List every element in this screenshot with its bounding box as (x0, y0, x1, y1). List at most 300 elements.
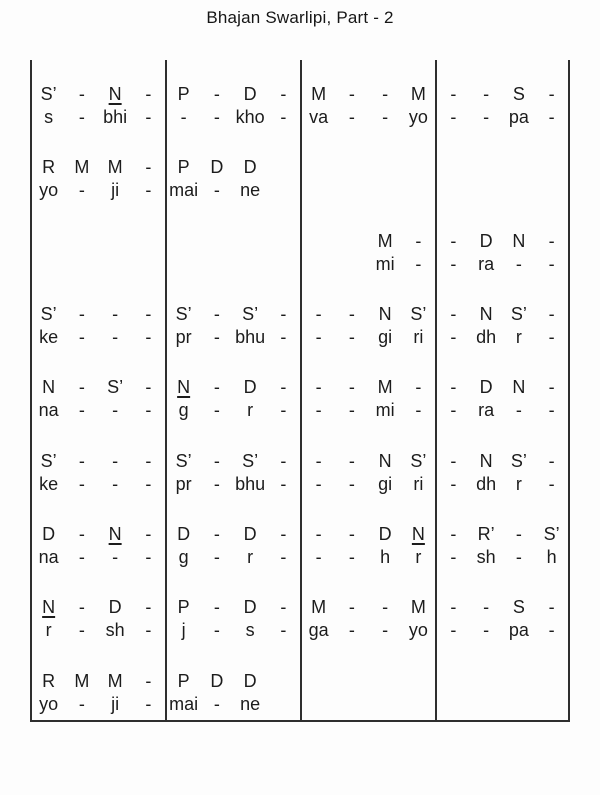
swara: - (280, 303, 287, 324)
lyric: - (515, 253, 522, 274)
lyric: - (78, 473, 85, 494)
swara: - (315, 303, 322, 324)
lyric-line (302, 325, 435, 349)
swara-line (437, 523, 568, 545)
lyric-line (167, 545, 300, 569)
swara-line (437, 303, 568, 325)
notation-row (30, 500, 570, 573)
lyric: - (315, 546, 322, 567)
swara: - (145, 597, 152, 618)
swara: D (210, 670, 224, 691)
swara: N (479, 303, 493, 324)
lyric: - (112, 546, 119, 567)
measure-cell (300, 60, 435, 133)
swara: - (280, 84, 287, 104)
lyric: - (348, 326, 355, 347)
swara: - (78, 377, 85, 398)
lyric: - (315, 400, 322, 421)
swara: - (145, 303, 152, 324)
lyric: - (548, 473, 555, 494)
swara: - (450, 303, 457, 324)
lyric: r (415, 546, 422, 567)
measure-cell (300, 500, 435, 573)
lyric: - (415, 253, 422, 274)
lyric: - (548, 253, 555, 274)
swara-line (32, 376, 165, 398)
swara: - (548, 230, 555, 251)
swara-line (437, 376, 568, 398)
lyric: ke (39, 326, 59, 347)
measure-cell (165, 353, 300, 426)
swara: S’ (543, 523, 560, 544)
measure-cell (165, 573, 300, 646)
swara: - (315, 523, 322, 544)
swara: N (177, 377, 191, 398)
measure-cell (30, 500, 165, 573)
lyric: - (78, 326, 85, 347)
swara: - (315, 377, 322, 398)
swara-line (167, 83, 300, 105)
lyric: r (515, 326, 522, 347)
swara: S’ (410, 450, 427, 471)
measure-cell (435, 133, 570, 206)
lyric-line (302, 398, 435, 422)
lyric-line (32, 692, 165, 716)
swara-line (167, 450, 300, 472)
swara: S’ (40, 450, 57, 471)
measure-cell (30, 280, 165, 353)
swara-line (32, 83, 165, 105)
swara: R’ (477, 523, 495, 544)
swara: - (280, 377, 287, 398)
swara: R (42, 670, 56, 691)
lyric: na (38, 546, 59, 567)
lyric: - (145, 620, 152, 641)
lyric: - (348, 107, 355, 127)
measure-cell (300, 353, 435, 426)
lyric: - (145, 326, 152, 347)
lyric: yo (408, 107, 428, 127)
swara: P (177, 670, 190, 691)
swara: - (280, 450, 287, 471)
swara: M (377, 377, 393, 398)
swara: M (74, 670, 90, 691)
lyric: na (38, 400, 59, 421)
swara: - (348, 303, 355, 324)
lyric: - (348, 400, 355, 421)
swara-line (302, 83, 435, 105)
swara-line (32, 450, 165, 472)
lyric-line (32, 105, 165, 129)
swara: - (450, 84, 457, 104)
swara: - (548, 597, 555, 618)
swara: - (280, 523, 287, 544)
swara: - (145, 157, 152, 178)
swara: D (378, 523, 392, 544)
swara-line (32, 156, 165, 178)
lyric: - (315, 326, 322, 347)
lyric: - (348, 473, 355, 494)
swara: S’ (175, 450, 192, 471)
swara: N (512, 230, 526, 251)
lyric: dh (476, 326, 497, 347)
swara: N (378, 303, 392, 324)
measure-cell (435, 353, 570, 426)
lyric-line (302, 252, 435, 276)
swara: - (348, 597, 355, 618)
swara: D (108, 597, 122, 618)
swara: - (450, 230, 457, 251)
lyric: yo (408, 620, 428, 641)
measure-cell (300, 133, 435, 206)
lyric-line (302, 472, 435, 496)
measure-cell (435, 280, 570, 353)
lyric-line (302, 545, 435, 569)
lyric: - (112, 400, 119, 421)
notation-row (30, 353, 570, 426)
lyric: - (450, 107, 457, 127)
notation-row (30, 207, 570, 280)
swara-line (437, 670, 568, 692)
lyric-line (167, 618, 300, 642)
swara: P (177, 597, 190, 618)
lyric: s (44, 107, 54, 127)
swara: - (78, 84, 85, 104)
lyric: - (213, 473, 220, 494)
measure-cell (300, 573, 435, 646)
swara-line (167, 523, 300, 545)
swara: S (512, 597, 525, 618)
measure-cell (435, 207, 570, 280)
measure-cell (30, 133, 165, 206)
swara: D (210, 157, 224, 178)
lyric: ji (111, 180, 120, 201)
lyric: ga (308, 620, 329, 641)
lyric: mai (169, 180, 199, 201)
lyric: - (78, 107, 85, 127)
lyric: - (548, 107, 555, 127)
lyric: - (450, 400, 457, 421)
lyric-line (302, 105, 435, 129)
lyric: - (483, 107, 490, 127)
swara: S’ (40, 303, 57, 324)
lyric: sh (105, 620, 125, 641)
lyric: pr (175, 473, 192, 494)
notation-row (30, 647, 570, 720)
lyric-line (32, 178, 165, 202)
lyric: - (280, 326, 287, 347)
swara-line (437, 83, 568, 105)
swara-line (302, 156, 435, 178)
lyric: - (213, 180, 220, 201)
swara: N (479, 450, 493, 471)
lyric-line (32, 618, 165, 642)
lyric: - (315, 473, 322, 494)
swara: - (450, 523, 457, 544)
lyric: - (348, 546, 355, 567)
lyric: - (483, 620, 490, 641)
lyric-line (302, 618, 435, 642)
lyric: ke (39, 473, 59, 494)
lyric: - (280, 400, 287, 421)
swara: - (213, 84, 220, 104)
lyric-line (302, 692, 435, 716)
notation-row (30, 573, 570, 646)
swara-line (302, 596, 435, 618)
swara: N (108, 84, 122, 104)
swara: M (107, 670, 123, 691)
lyric-line (32, 545, 165, 569)
measure-cell (435, 647, 570, 720)
swara: - (78, 523, 85, 544)
swara-line (167, 596, 300, 618)
lyric: - (280, 107, 287, 127)
swara: - (382, 597, 389, 618)
lyric: va (309, 107, 329, 127)
lyric: ne (240, 693, 261, 714)
lyric: - (515, 546, 522, 567)
measure-cell (30, 353, 165, 426)
lyric-line (167, 252, 300, 276)
lyric: - (145, 546, 152, 567)
measure-cell (165, 500, 300, 573)
swara: - (483, 84, 490, 104)
swara: D (243, 670, 257, 691)
swara-line (302, 376, 435, 398)
swara: M (107, 157, 123, 178)
measure-cell (30, 207, 165, 280)
lyric-line (32, 252, 165, 276)
swara: N (411, 523, 425, 544)
lyric: - (450, 473, 457, 494)
swara: - (112, 303, 119, 324)
swara-line (32, 670, 165, 692)
swara: - (415, 230, 422, 251)
lyric-line (167, 325, 300, 349)
swara: - (78, 303, 85, 324)
swara-line (302, 450, 435, 472)
swara: D (243, 597, 257, 618)
lyric: - (145, 693, 152, 714)
swara: - (548, 84, 555, 104)
lyric: - (112, 473, 119, 494)
swara: D (243, 377, 257, 398)
lyric: - (145, 473, 152, 494)
swara: - (483, 597, 490, 618)
swara-line (302, 523, 435, 545)
lyric: ra (478, 400, 495, 421)
lyric-line (437, 252, 568, 276)
lyric: j (181, 620, 186, 641)
swara: M (377, 230, 393, 251)
measure-cell (435, 427, 570, 500)
lyric: yo (39, 180, 59, 201)
swara: P (177, 157, 190, 178)
swara: - (145, 523, 152, 544)
measure-cell (165, 60, 300, 133)
swara-line (32, 523, 165, 545)
swara-line (437, 450, 568, 472)
swara: M (410, 597, 426, 618)
lyric: - (450, 620, 457, 641)
lyric: kho (235, 107, 265, 127)
swara: N (378, 450, 392, 471)
swara: - (213, 377, 220, 398)
swara: N (512, 377, 526, 398)
lyric: ji (111, 693, 120, 714)
lyric: - (450, 326, 457, 347)
swara: - (450, 377, 457, 398)
swara: - (315, 450, 322, 471)
lyric: s (245, 620, 255, 641)
swara: - (213, 303, 220, 324)
page-title: Bhajan Swarlipi, Part - 2 (206, 8, 394, 27)
lyric: bhi (103, 107, 128, 127)
swara: M (311, 84, 327, 104)
swara: R (42, 157, 56, 178)
swara: - (450, 597, 457, 618)
lyric-line (167, 178, 300, 202)
lyric-line (437, 178, 568, 202)
lyric: - (213, 400, 220, 421)
swara-line (32, 303, 165, 325)
swara: M (74, 157, 90, 178)
swara-line (167, 303, 300, 325)
swara: - (548, 377, 555, 398)
swara-line (302, 303, 435, 325)
swara: N (108, 523, 122, 544)
lyric: g (178, 400, 189, 421)
swara: S’ (40, 84, 57, 104)
lyric: - (213, 693, 220, 714)
lyric: - (213, 107, 220, 127)
swara: - (145, 377, 152, 398)
lyric: yo (39, 693, 59, 714)
lyric: gi (378, 326, 393, 347)
swara: S’ (242, 303, 259, 324)
swara: S’ (107, 377, 124, 398)
swara: - (548, 450, 555, 471)
measure-cell (300, 280, 435, 353)
swara-line (167, 670, 300, 692)
swara: - (145, 670, 152, 691)
lyric: - (112, 326, 119, 347)
lyric: ri (413, 473, 424, 494)
swara: - (280, 597, 287, 618)
swara: - (548, 303, 555, 324)
lyric: bhu (235, 326, 266, 347)
lyric: - (348, 620, 355, 641)
measure-cell (30, 573, 165, 646)
swara: N (42, 597, 56, 618)
notation-table (30, 60, 570, 722)
swara: - (145, 450, 152, 471)
swara-line (32, 596, 165, 618)
lyric-line (167, 692, 300, 716)
swara: S’ (410, 303, 427, 324)
notation-row (30, 280, 570, 353)
swara: - (78, 597, 85, 618)
lyric: - (280, 473, 287, 494)
lyric: h (380, 546, 391, 567)
lyric: ne (240, 180, 261, 201)
lyric-line (302, 178, 435, 202)
swara: - (78, 450, 85, 471)
swara-line (437, 230, 568, 252)
swara: S’ (242, 450, 259, 471)
lyric: - (78, 620, 85, 641)
lyric-line (437, 692, 568, 716)
lyric: r (247, 400, 254, 421)
lyric: - (280, 546, 287, 567)
lyric: bhu (235, 473, 266, 494)
swara: S (512, 84, 525, 104)
lyric: r (515, 473, 522, 494)
lyric-line (437, 105, 568, 129)
swara: - (213, 597, 220, 618)
lyric: - (450, 546, 457, 567)
lyric-line (437, 472, 568, 496)
lyric-line (437, 398, 568, 422)
lyric-line (167, 398, 300, 422)
swara: P (177, 84, 190, 104)
lyric-line (437, 325, 568, 349)
swara-line (302, 670, 435, 692)
lyric: pa (508, 620, 529, 641)
measure-cell (30, 60, 165, 133)
measure-cell (30, 647, 165, 720)
lyric: mi (375, 253, 395, 274)
lyric-line (32, 472, 165, 496)
lyric: - (382, 107, 389, 127)
lyric: - (145, 107, 152, 127)
lyric-line (437, 618, 568, 642)
swara-line (32, 230, 165, 252)
lyric-line (32, 325, 165, 349)
measure-cell (165, 427, 300, 500)
lyric-line (32, 398, 165, 422)
measure-cell (165, 207, 300, 280)
swara: D (479, 230, 493, 251)
lyric: - (78, 400, 85, 421)
lyric: - (213, 326, 220, 347)
lyric: h (546, 546, 557, 567)
lyric: r (45, 620, 52, 641)
measure-cell (300, 207, 435, 280)
lyric-line (167, 105, 300, 129)
measure-cell (435, 60, 570, 133)
lyric: - (280, 620, 287, 641)
swara: D (243, 157, 257, 178)
lyric: - (415, 400, 422, 421)
swara: S’ (510, 303, 527, 324)
swara: D (479, 377, 493, 398)
swara: - (348, 377, 355, 398)
swara-line (167, 230, 300, 252)
swara-line (302, 230, 435, 252)
swara-line (167, 376, 300, 398)
measure-cell (300, 427, 435, 500)
notation-row (30, 133, 570, 206)
measure-cell (435, 573, 570, 646)
lyric: - (548, 326, 555, 347)
lyric: dh (476, 473, 497, 494)
swara: D (243, 84, 257, 104)
measure-cell (435, 500, 570, 573)
swara: - (515, 523, 522, 544)
lyric: - (515, 400, 522, 421)
swara: - (415, 377, 422, 398)
